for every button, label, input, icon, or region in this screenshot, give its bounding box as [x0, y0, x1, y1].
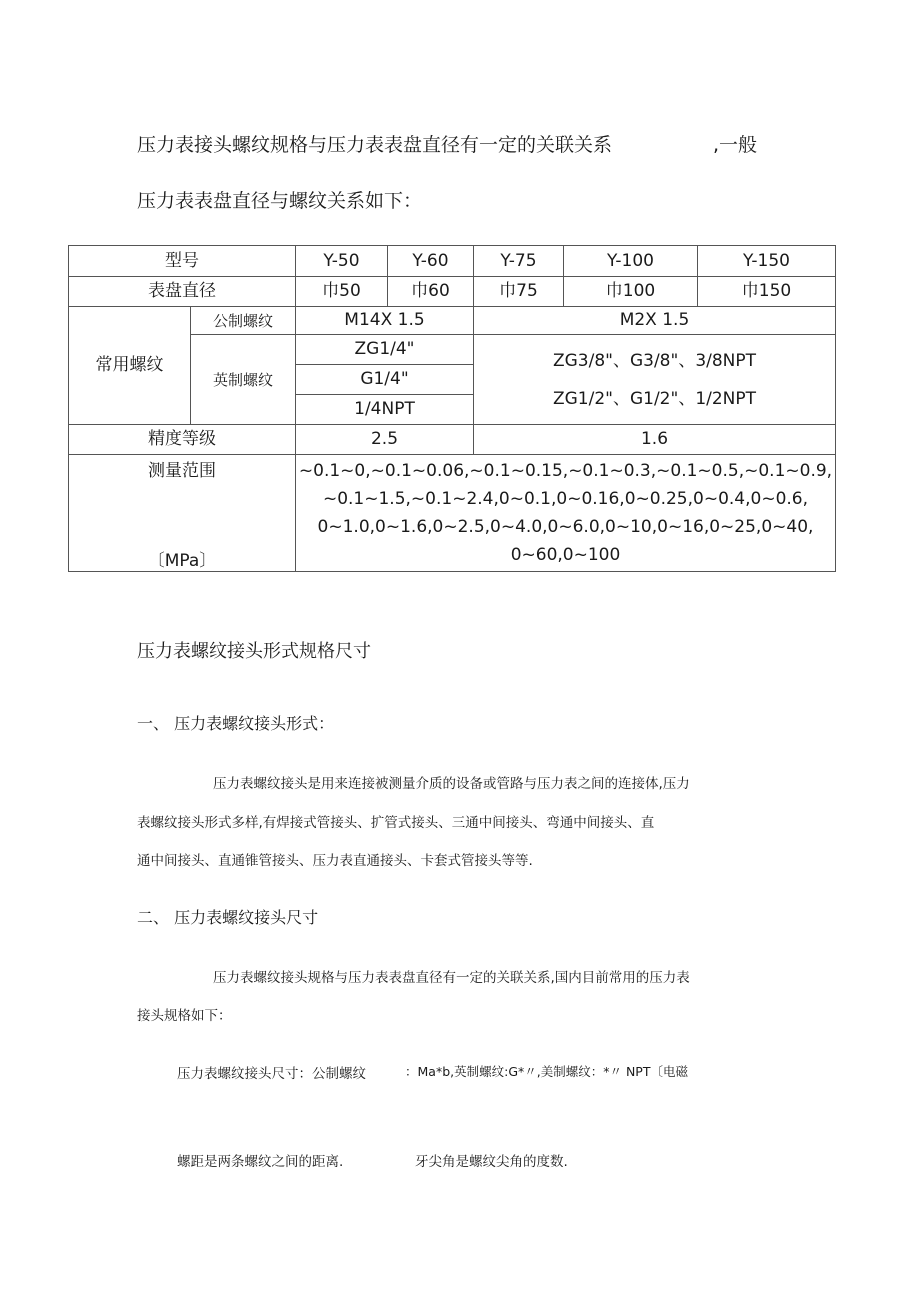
- spec-table: [68, 245, 836, 572]
- dial-cell: 巾100: [564, 277, 698, 307]
- range-label-cell: [69, 455, 296, 572]
- range-unit: 〔MPa〕: [147, 550, 217, 571]
- range-line: ~0.1~1.5,~0.1~2.4,0~0.1,0~0.16,0~0.25,0~0.4,0~0.6,: [322, 489, 809, 509]
- angle-definition: 牙尖角是螺纹尖角的度数.: [415, 1154, 568, 1170]
- thread-label: 常用螺纹: [69, 307, 191, 425]
- range-line: 0~60,0~100: [510, 545, 621, 565]
- dial-cell: 巾150: [698, 277, 836, 307]
- intro-line-2: 压力表表盘直径与螺纹关系如下：: [137, 190, 423, 212]
- imperial-small: 1/4NPT: [296, 395, 474, 425]
- range-line: ~0.1~0,~0.1~0.06,~0.1~0.15,~0.1~0.3,~0.1~0.5,~0.1~0.9,: [298, 461, 833, 481]
- thread-size-values: ：Ma*b,英制螺纹:G*〃,美制螺纹：*〃 NPT〔电磁: [405, 1064, 688, 1079]
- range-line: 0~1.0,0~1.6,0~2.5,0~4.0,0~6.0,0~10,0~16,0~25,0~40,: [317, 517, 814, 537]
- table-row-range: [69, 455, 836, 572]
- range-values: [296, 455, 836, 572]
- accuracy-label: 精度等级: [69, 425, 296, 455]
- dial-cell: 巾75: [474, 277, 564, 307]
- model-label: 型号: [69, 246, 296, 277]
- section-1-para-line: 表螺纹接头形式多样,有焊接式管接头、扩管式接头、三通中间接头、弯通中间接头、直: [137, 815, 655, 831]
- accuracy-small: 2.5: [296, 425, 474, 455]
- imperial-large-line: ZG3/8"、G3/8"、3/8NPT: [552, 350, 757, 371]
- model-cell: Y-150: [698, 246, 836, 277]
- section-2-heading: 二、 压力表螺纹接头尺寸: [137, 908, 319, 927]
- metric-label: 公制螺纹: [191, 307, 296, 335]
- table-row-accuracy: [69, 425, 836, 455]
- model-cell: Y-75: [474, 246, 564, 277]
- dial-cell: 巾60: [388, 277, 474, 307]
- intro-line-1-text: 压力表接头螺纹规格与压力表表盘直径有一定的关联关系: [137, 134, 613, 156]
- metric-small: M14X 1.5: [296, 307, 474, 335]
- imperial-label: 英制螺纹: [191, 335, 296, 425]
- pitch-definition: 螺距是两条螺纹之间的距离.: [177, 1154, 344, 1170]
- thread-size-label: 压力表螺纹接头尺寸：公制螺纹: [177, 1066, 366, 1082]
- imperial-large: [474, 335, 836, 425]
- range-label: 测量范围: [148, 461, 216, 481]
- section-1-para-line: 通中间接头、直通锥管接头、压力表直通接头、卡套式管接头等等.: [137, 853, 533, 869]
- section-title: 压力表螺纹接头形式规格尺寸: [137, 641, 371, 662]
- table-row-dial: [69, 277, 836, 307]
- intro-line-1-suffix: ,一般: [713, 134, 758, 156]
- imperial-large-line: ZG1/2"、G1/2"、1/2NPT: [552, 388, 757, 409]
- model-cell: Y-50: [296, 246, 388, 277]
- model-cell: Y-100: [564, 246, 698, 277]
- intro-line-1: [137, 130, 612, 157]
- section-1-heading: 一、 压力表螺纹接头形式：: [137, 714, 335, 733]
- imperial-small: G1/4": [296, 365, 474, 395]
- section-1-para-line: 压力表螺纹接头是用来连接被测量介质的设备或管路与压力表之间的连接体,压力: [213, 776, 690, 792]
- dial-cell: 巾50: [296, 277, 388, 307]
- model-cell: Y-60: [388, 246, 474, 277]
- dial-label: 表盘直径: [69, 277, 296, 307]
- metric-large: M2X 1.5: [474, 307, 836, 335]
- table-row-metric: [69, 307, 836, 335]
- table-row-model: [69, 246, 836, 277]
- accuracy-large: 1.6: [474, 425, 836, 455]
- section-2-para-line: 接头规格如下：: [137, 1008, 232, 1024]
- imperial-small: ZG1/4": [296, 335, 474, 365]
- section-2-para-line: 压力表螺纹接头规格与压力表表盘直径有一定的关联关系,国内目前常用的压力表: [213, 970, 690, 986]
